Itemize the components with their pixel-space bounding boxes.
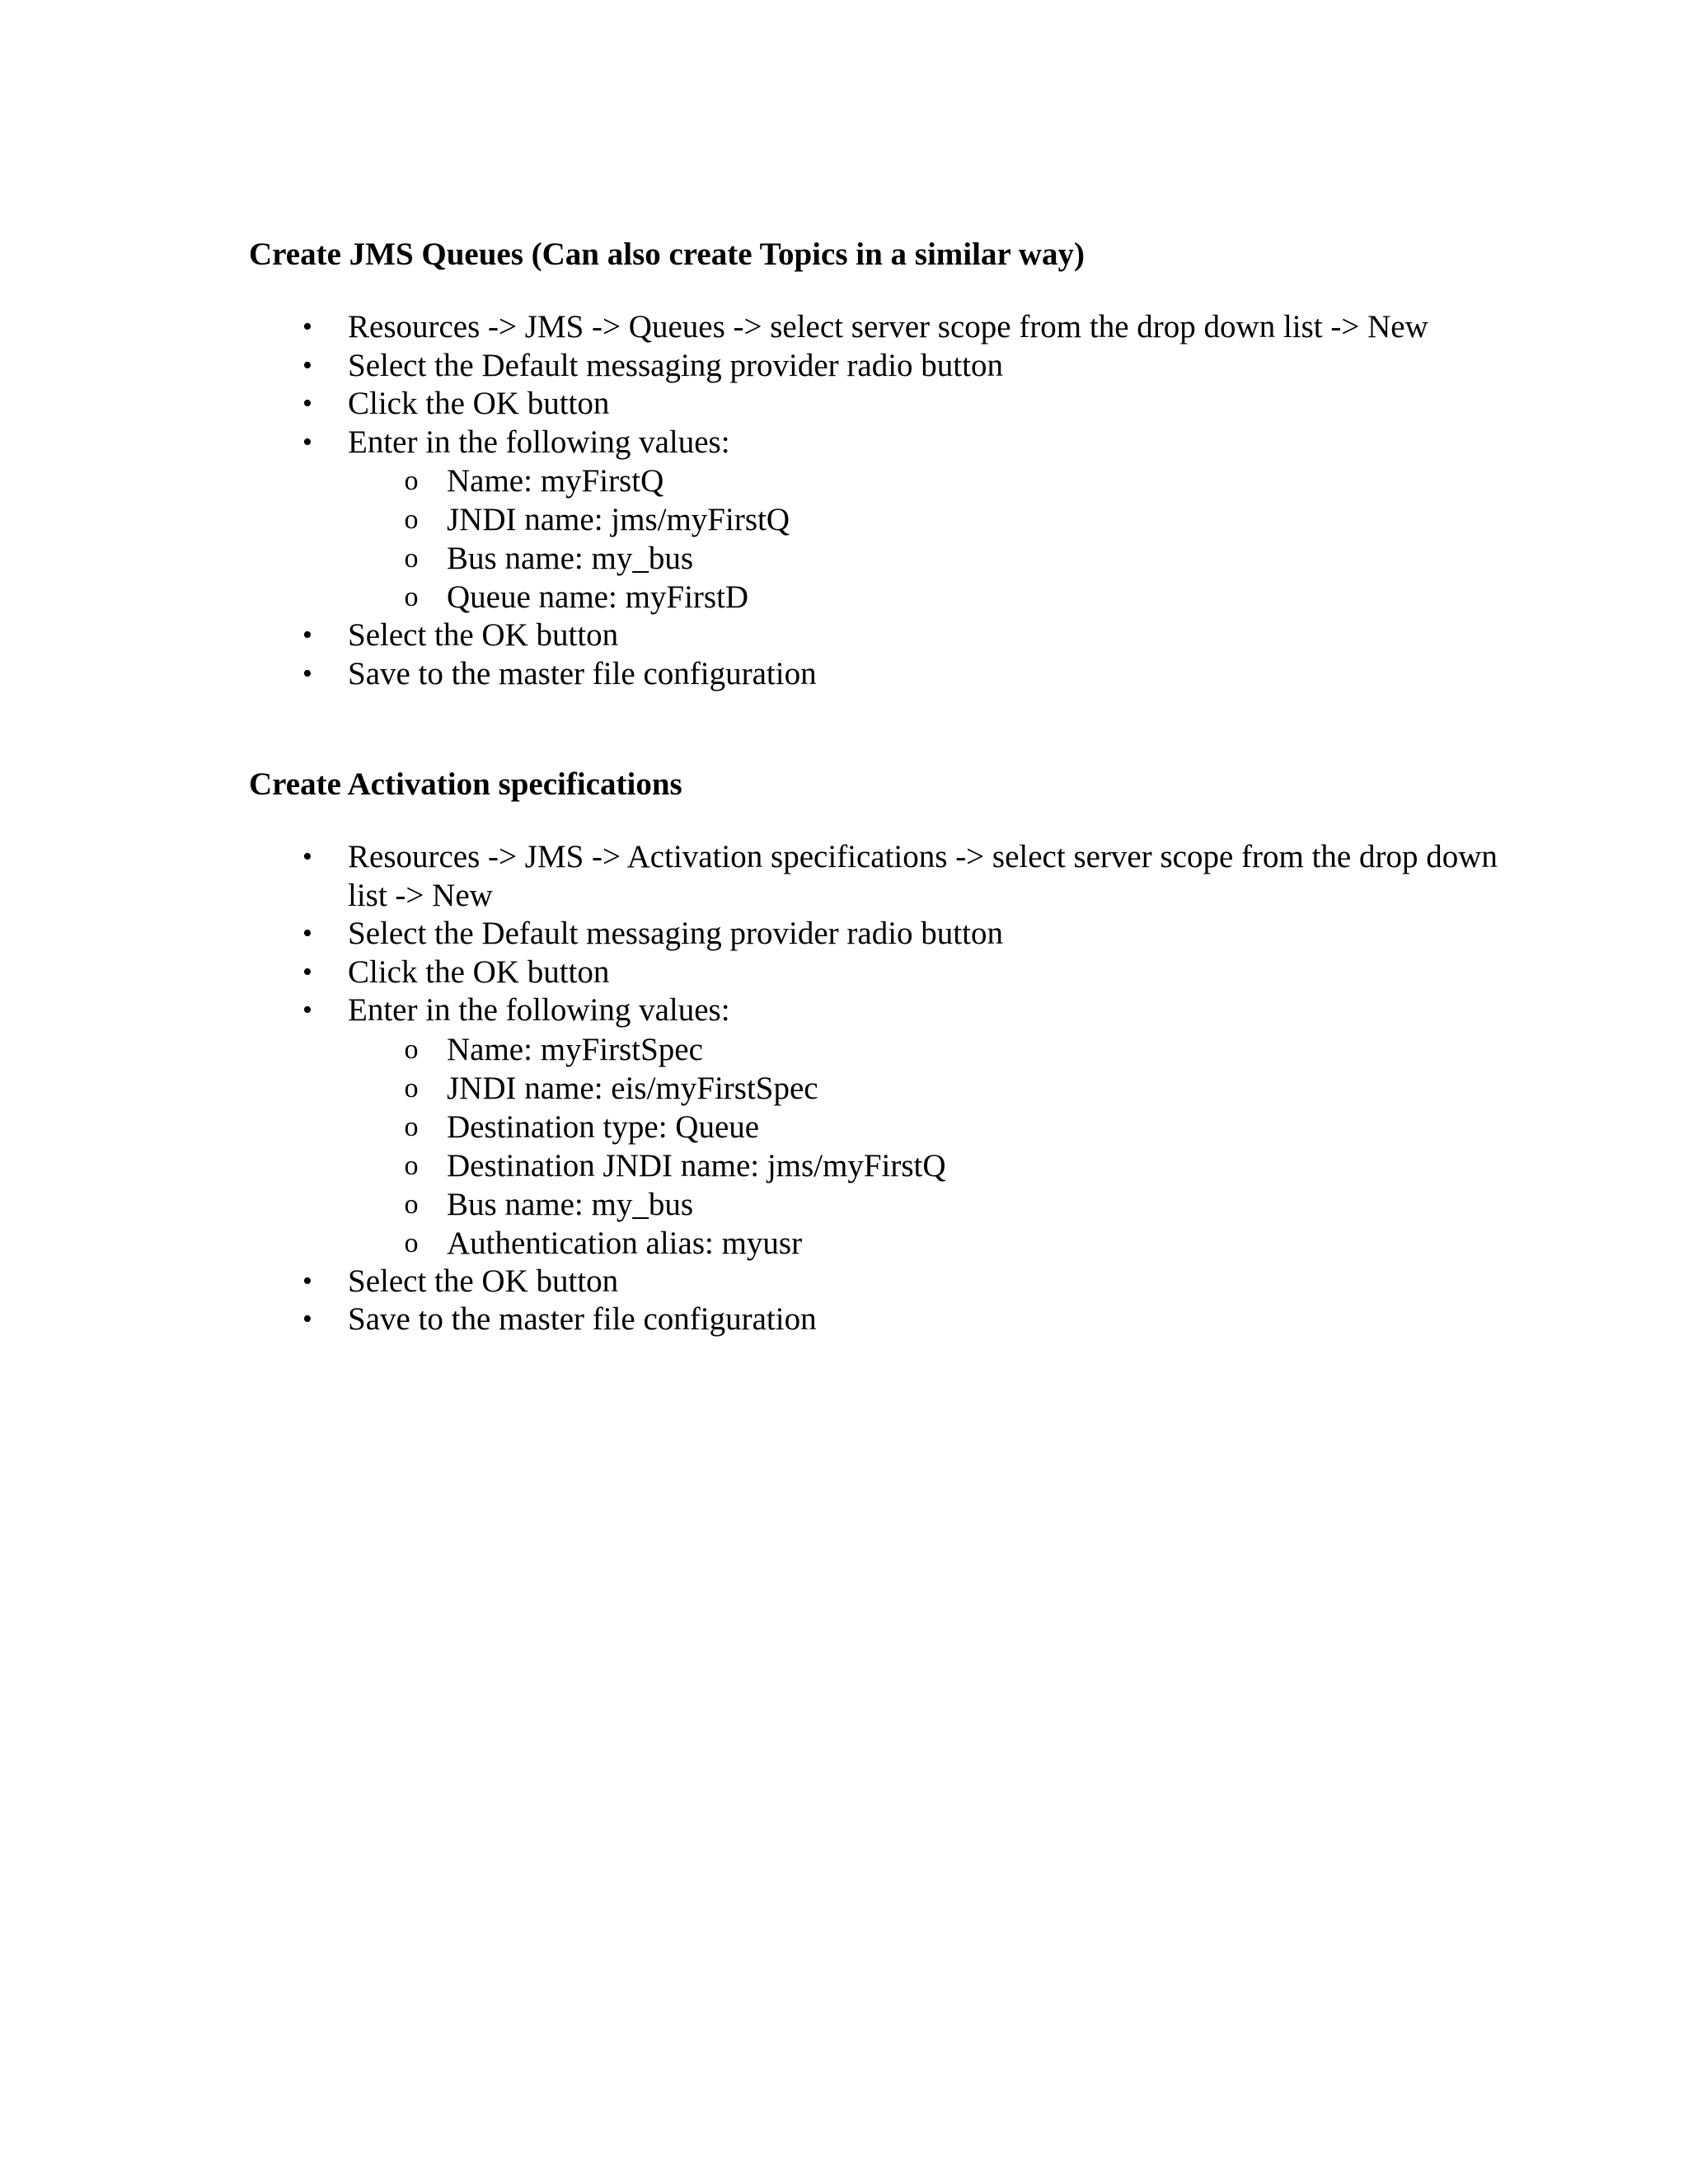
list-item [348, 1146, 1502, 1185]
values-list-activation-specs [348, 1030, 1502, 1263]
section-heading-activation-specs: Create Activation specifications [249, 766, 682, 802]
list-item [348, 462, 1502, 500]
step-text: Resources -> JMS -> Queues -> select server scope from the drop down list -> New [348, 309, 1428, 344]
bullet-marker: • [302, 426, 312, 457]
sub-bullet-marker: o [404, 1072, 419, 1104]
list-item [348, 500, 1502, 539]
list-item [249, 385, 1502, 424]
value-text: Authentication alias: myusr [447, 1225, 803, 1261]
bullet-marker: • [302, 349, 312, 381]
bullet-marker: • [302, 956, 312, 987]
list-item [249, 1263, 1502, 1301]
value-text: Name: myFirstQ [447, 463, 664, 499]
sub-bullet-marker: o [404, 504, 419, 535]
list-item [249, 655, 1502, 694]
bullet-marker: • [302, 1265, 312, 1296]
list-item [348, 1108, 1502, 1146]
value-text: Bus name: my_bus [447, 1186, 693, 1222]
value-text: Destination JNDI name: jms/myFirstQ [447, 1147, 946, 1183]
step-text: Select the OK button [348, 617, 619, 653]
sub-bullet-marker: o [404, 582, 419, 612]
sub-bullet-marker: o [404, 466, 419, 496]
steps-list-activation-specs [249, 838, 1498, 1339]
sub-bullet-marker: o [404, 1227, 419, 1258]
step-text: Enter in the following values: [348, 424, 730, 460]
bullet-marker: • [302, 658, 312, 689]
list-item [249, 616, 1502, 655]
value-text: Bus name: my_bus [447, 541, 693, 576]
list-item [249, 838, 1502, 915]
list-item [249, 991, 1502, 1263]
step-text: Save to the master file configuration [348, 1301, 817, 1337]
sub-bullet-marker: o [404, 1188, 419, 1220]
bullet-marker: • [302, 918, 312, 949]
sub-bullet-marker: o [404, 1111, 419, 1142]
value-text: Queue name: myFirstD [447, 579, 749, 615]
list-item [249, 915, 1502, 954]
step-text: Resources -> JMS -> Activation specifications -> select server scope from the drop down list -> New [348, 839, 1498, 913]
list-item [249, 954, 1502, 992]
step-text: Enter in the following values: [348, 992, 730, 1028]
list-item [348, 539, 1502, 578]
list-item [249, 424, 1502, 617]
bullet-marker: • [302, 620, 312, 650]
step-text: Select the Default messaging provider radio button [348, 347, 1003, 383]
bullet-marker: • [302, 841, 312, 872]
sub-bullet-marker: o [404, 1150, 419, 1181]
steps-list-jms-queues [249, 308, 1485, 693]
step-text: Click the OK button [348, 386, 610, 421]
value-text: Name: myFirstSpec [447, 1031, 703, 1067]
document-page [249, 236, 1498, 1339]
step-text: Select the Default messaging provider radio button [348, 916, 1003, 951]
bullet-marker: • [302, 995, 312, 1025]
sub-bullet-marker: o [404, 543, 419, 574]
sub-bullet-marker: o [404, 1033, 419, 1065]
values-list-jms-queues [348, 462, 1502, 616]
value-text: JNDI name: eis/myFirstSpec [447, 1070, 818, 1106]
bullet-marker: • [302, 388, 312, 419]
list-item [348, 578, 1502, 616]
list-item [249, 347, 1502, 386]
list-item [348, 1069, 1502, 1108]
bullet-marker: • [302, 1304, 312, 1334]
value-text: Destination type: Queue [447, 1108, 760, 1145]
list-item [348, 1224, 1502, 1263]
list-item [348, 1030, 1502, 1069]
list-item [249, 1301, 1502, 1339]
section-heading-jms-queues: Create JMS Queues (Can also create Topics in a similar way) [249, 237, 1085, 272]
step-text: Select the OK button [348, 1263, 619, 1299]
list-item [348, 1185, 1502, 1224]
bullet-marker: • [302, 312, 312, 342]
step-text: Save to the master file configuration [348, 655, 817, 691]
step-text: Click the OK button [348, 954, 610, 990]
list-item [249, 308, 1502, 347]
value-text: JNDI name: jms/myFirstQ [447, 502, 790, 537]
